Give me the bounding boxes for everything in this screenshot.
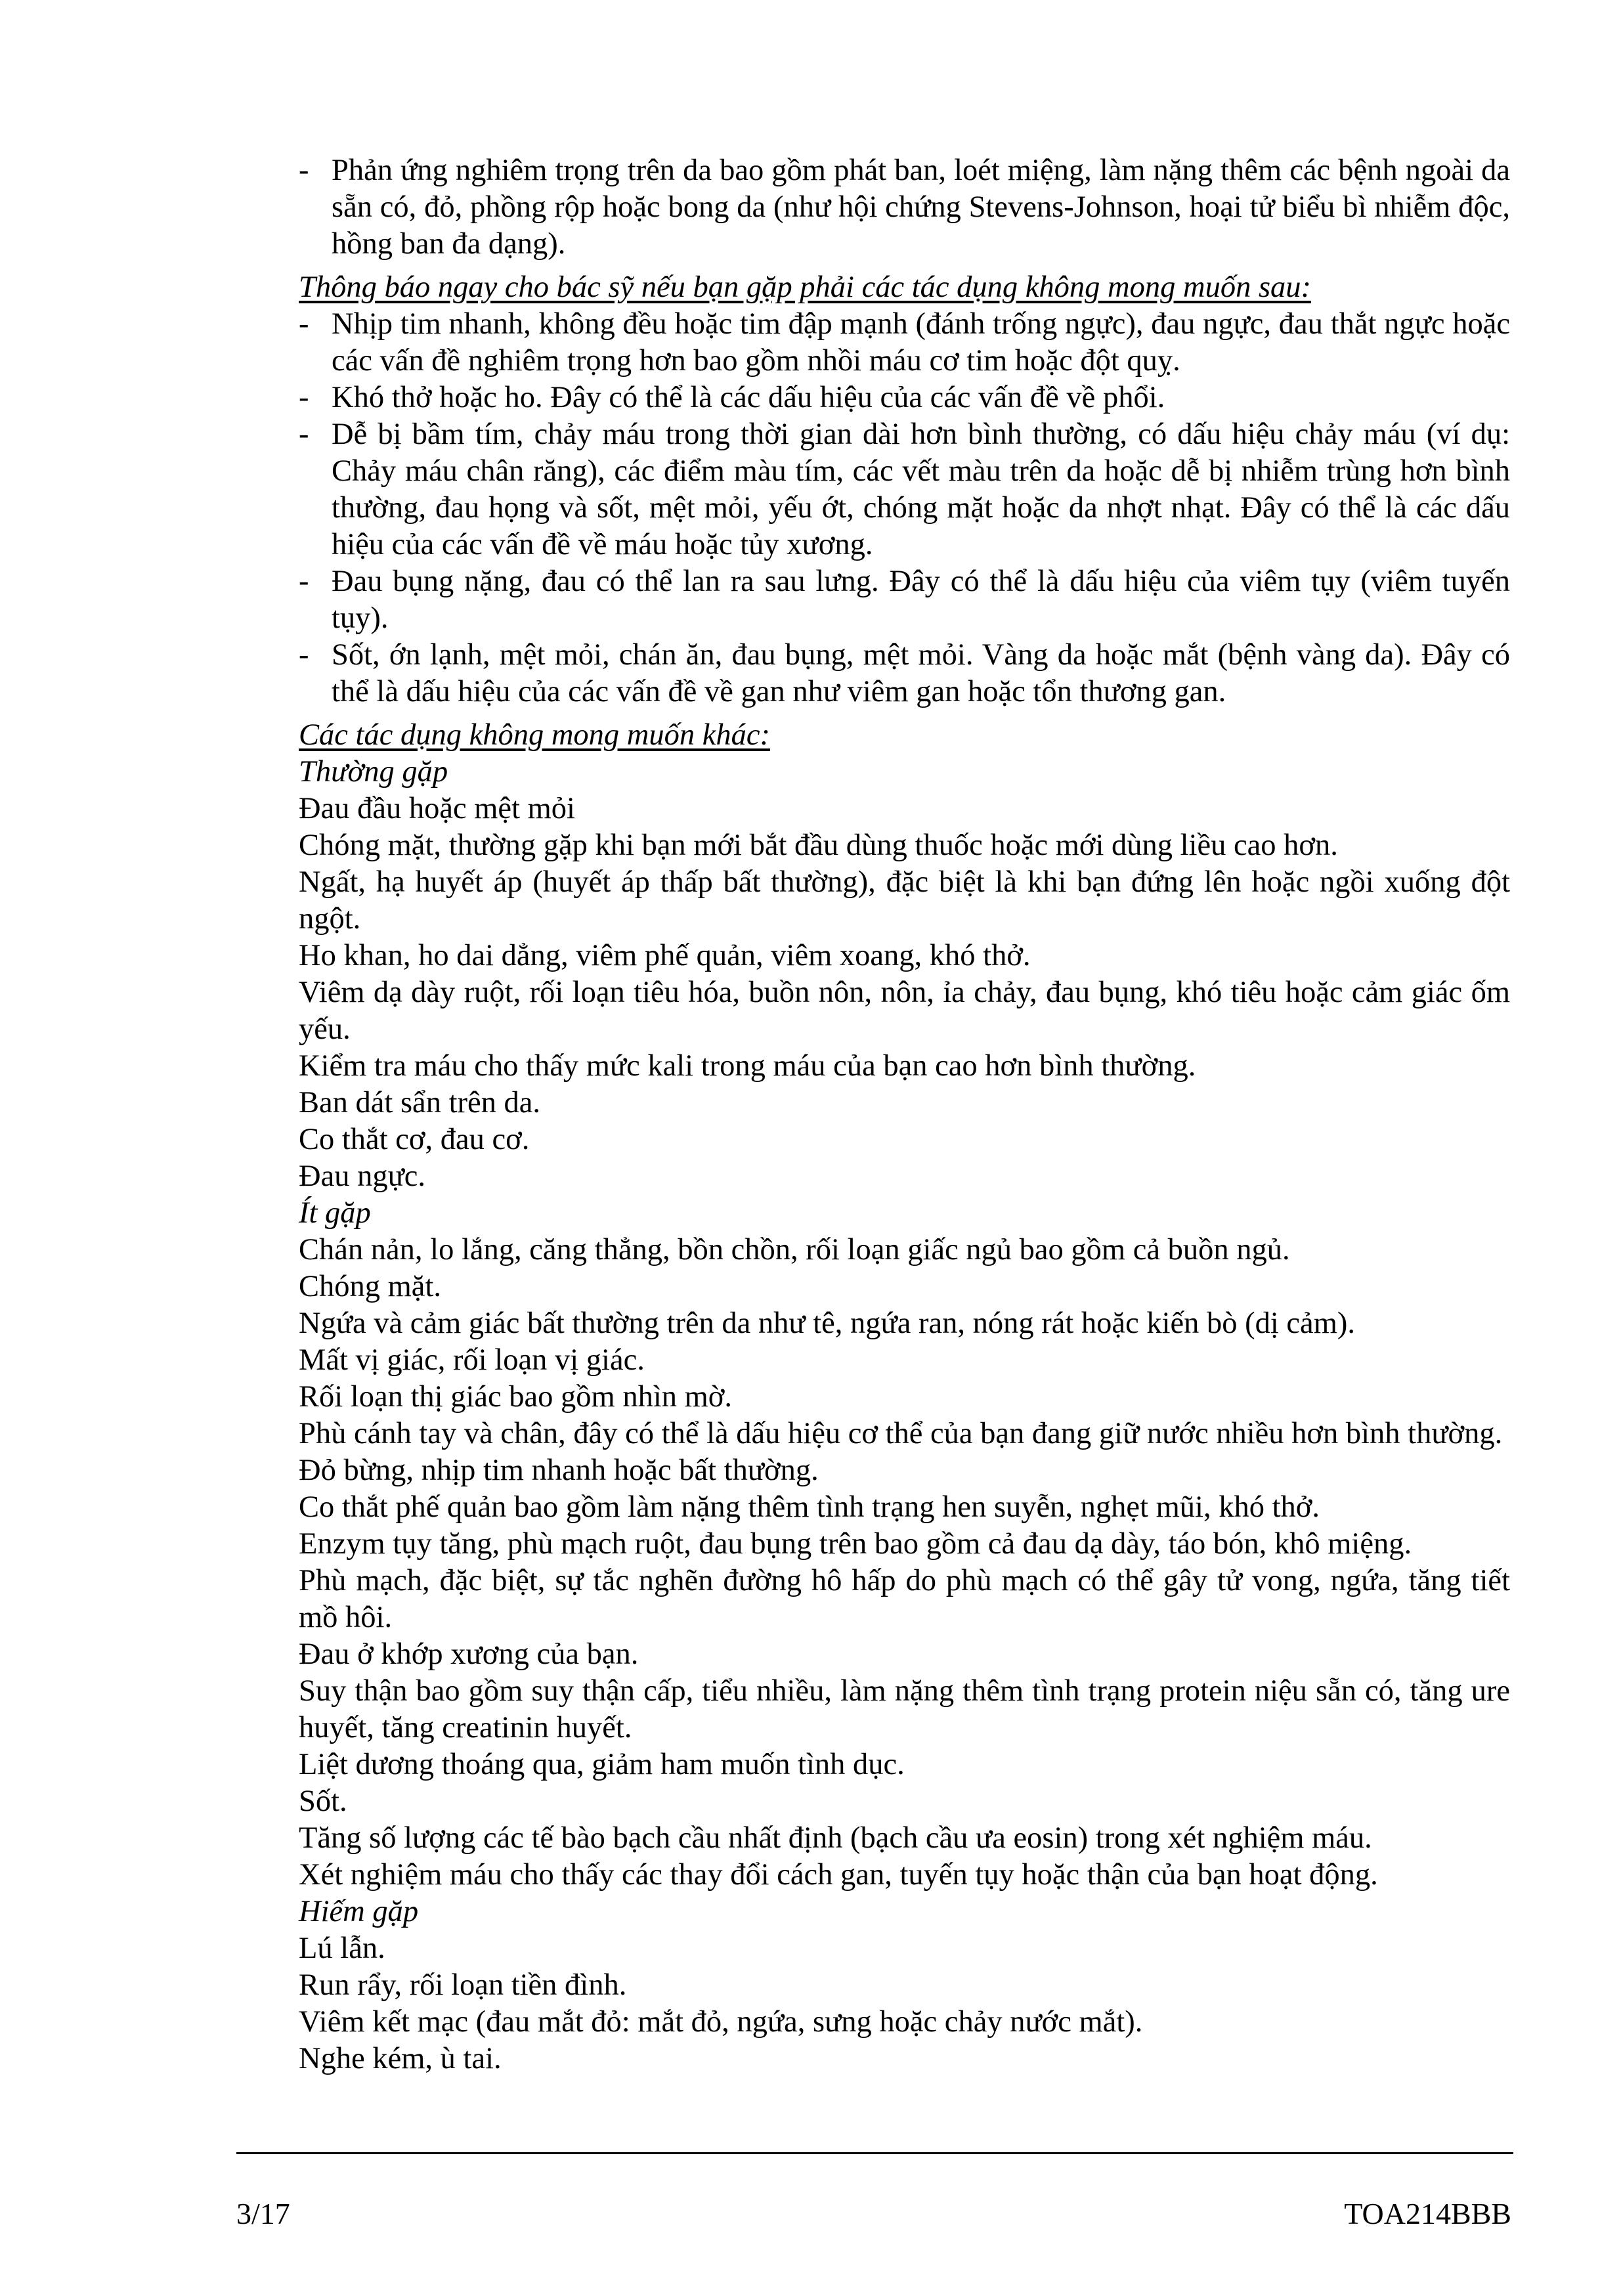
list-item: Lú lẫn. (299, 1932, 385, 1965)
list-item: Liệt dương thoáng qua, giảm ham muốn tình dục. (299, 1748, 905, 1781)
page-number: 3/17 (236, 2197, 290, 2230)
list-item: Phù cánh tay và chân, đây có thể là dấu hiệu cơ thể của bạn đang giữ nước nhiều hơn bình thường. (299, 1417, 1503, 1450)
bullet-dash: - (299, 154, 309, 187)
list-item: Ngất, hạ huyết áp (huyết áp thấp bất thường), đặc biệt là khi bạn đứng lên hoặc ngồi xuống đột ngột. (299, 865, 1510, 936)
list-item: Phù mạch, đặc biệt, sự tắc nghẽn đường hô hấp do phù mạch có thể gây tử vong, ngứa, tăng tiết mồ hôi. (299, 1564, 1510, 1634)
list-item: Chóng mặt. (299, 1270, 441, 1303)
list-item: Ngứa và cảm giác bất thường trên da như tê, ngứa ran, nóng rát hoặc kiến bò (dị cảm). (299, 1307, 1355, 1340)
notify-heading: Thông báo ngay cho bác sỹ nếu bạn gặp phải các tác dụng không mong muốn sau: (299, 271, 1312, 304)
bullet-text: Nhịp tim nhanh, không đều hoặc tim đập mạnh (đánh trống ngực), đau ngực, đau thắt ngực hoặc các vấn đề nghiêm trọng hơn bao gồm nhồi máu cơ tim hoặc đột quỵ. (332, 307, 1510, 378)
list-item: Ban dát sẩn trên da. (299, 1086, 541, 1119)
rare-list (299, 1930, 1510, 2077)
list-item: Chán nản, lo lắng, căng thẳng, bồn chồn, rối loạn giấc ngủ bao gồm cả buồn ngủ. (299, 1233, 1290, 1267)
other-effects-heading: Các tác dụng không mong muốn khác: (299, 718, 771, 752)
list-item: Đau ngực. (299, 1159, 426, 1193)
list-item: Đỏ bừng, nhịp tim nhanh hoặc bất thường. (299, 1454, 819, 1487)
common-label: Thường gặp (299, 755, 448, 789)
bullet-item (299, 379, 1510, 416)
list-item: Suy thận bao gồm suy thận cấp, tiểu nhiều, làm nặng thêm tình trạng protein niệu sẵn có, tăng ure huyết, tăng creatinin huyết. (299, 1674, 1510, 1744)
list-item: Viêm kết mạc (đau mắt đỏ: mắt đỏ, ngứa, sưng hoặc chảy nước mắt). (299, 2005, 1143, 2039)
bullet-text: Khó thở hoặc ho. Đây có thể là các dấu hiệu của các vấn đề về phổi. (332, 381, 1165, 414)
top-bullet-list (299, 152, 1510, 263)
bullet-dash: - (299, 638, 309, 672)
bullet-text: Đau bụng nặng, đau có thể lan ra sau lưng. Đây có thể là dấu hiệu của viêm tụy (viêm tuyến tụy). (332, 565, 1510, 635)
list-item: Ho khan, ho dai dẳng, viêm phế quản, viêm xoang, khó thở. (299, 939, 1031, 972)
footer-divider (236, 2152, 1513, 2154)
common-list (299, 791, 1510, 1195)
bullet-dash: - (299, 307, 309, 341)
list-item: Chóng mặt, thường gặp khi bạn mới bắt đầu dùng thuốc hoặc mới dùng liều cao hơn. (299, 829, 1338, 862)
bullet-dash: - (299, 418, 309, 451)
list-item: Đau đầu hoặc mệt mỏi (299, 792, 575, 825)
list-item: Enzym tụy tăng, phù mạch ruột, đau bụng trên bao gồm cả đau dạ dày, táo bón, khô miệng. (299, 1527, 1412, 1561)
bullet-text: Sốt, ớn lạnh, mệt mỏi, chán ăn, đau bụng, mệt mỏi. Vàng da hoặc mắt (bệnh vàng da). Đây có thể là dấu hiệu của các vấn đề về gan như viêm gan hoặc tổn thương gan. (332, 638, 1510, 708)
list-item: Đau ở khớp xương của bạn. (299, 1637, 639, 1671)
list-item: Run rẩy, rối loạn tiền đình. (299, 1968, 627, 2002)
list-item: Co thắt phế quản bao gồm làm nặng thêm tình trạng hen suyễn, nghẹt mũi, khó thở. (299, 1490, 1320, 1524)
document-code: TOA214BBB (1344, 2197, 1511, 2230)
bullet-item (299, 563, 1510, 637)
uncommon-list (299, 1232, 1510, 1894)
list-item: Sốt. (299, 1785, 347, 1818)
bullet-item (299, 152, 1510, 263)
list-item: Rối loạn thị giác bao gồm nhìn mờ. (299, 1380, 733, 1414)
bullet-dash: - (299, 565, 309, 598)
bullet-item (299, 306, 1510, 379)
bullet-text: Phản ứng nghiêm trọng trên da bao gồm phát ban, loét miệng, làm nặng thêm các bệnh ngoài da sẵn có, đỏ, phồng rộp hoặc bong da (như hội chứng Stevens-Johnson, hoại tử biểu bì nhiễm độc, hồng ban đa dạng). (332, 154, 1510, 261)
list-item: Viêm dạ dày ruột, rối loạn tiêu hóa, buồn nôn, nôn, ỉa chảy, đau bụng, khó tiêu hoặc cảm giác ốm yếu. (299, 976, 1510, 1046)
list-item: Xét nghiệm máu cho thấy các thay đổi cách gan, tuyến tụy hoặc thận của bạn hoạt động. (299, 1858, 1378, 1892)
bullet-dash: - (299, 381, 309, 414)
bullet-item (299, 416, 1510, 563)
uncommon-label: Ít gặp (299, 1196, 371, 1230)
list-item: Tăng số lượng các tế bào bạch cầu nhất định (bạch cầu ưa eosin) trong xét nghiệm máu. (299, 1821, 1372, 1855)
notify-bullet-list (299, 306, 1510, 710)
list-item: Mất vị giác, rối loạn vị giác. (299, 1343, 645, 1377)
list-item: Kiểm tra máu cho thấy mức kali trong máu của bạn cao hơn bình thường. (299, 1049, 1196, 1083)
list-item: Nghe kém, ù tai. (299, 2042, 502, 2075)
list-item: Co thắt cơ, đau cơ. (299, 1123, 530, 1156)
rare-label: Hiếm gặp (299, 1895, 419, 1928)
bullet-item (299, 637, 1510, 710)
page-content (299, 152, 1510, 2077)
bullet-text: Dễ bị bầm tím, chảy máu trong thời gian dài hơn bình thường, có dấu hiệu chảy máu (ví dụ: Chảy máu chân răng), các điểm màu tím, các vết màu trên da hoặc dễ bị nhiễm trùng hơn bình thường, đau họng và sốt, mệt mỏi, yếu ớt, chóng mặt hoặc da nhợt nhạt. Đây có thể là các dấu hiệu của các vấn đề về máu hoặc tủy xương. (332, 418, 1510, 561)
